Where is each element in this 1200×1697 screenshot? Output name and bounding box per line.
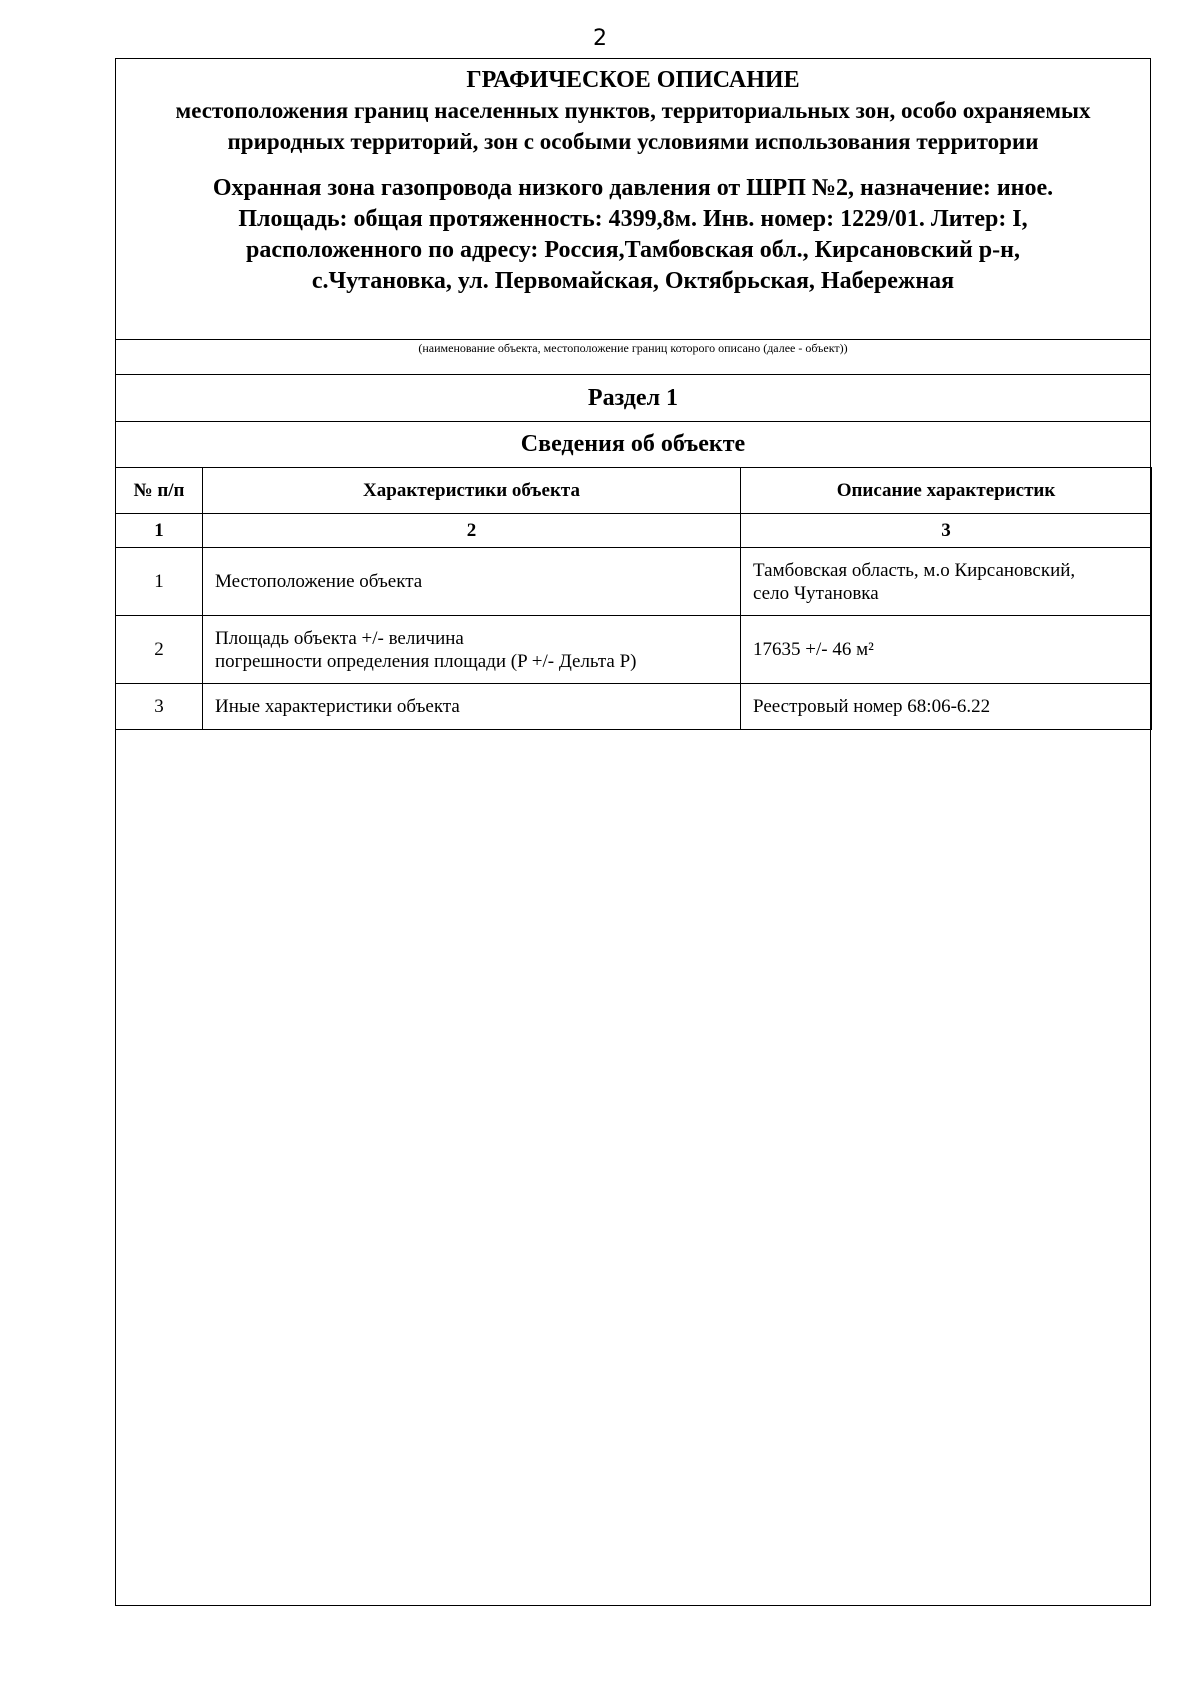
cell-line: Иные характеристики объекта: [215, 696, 460, 717]
cell-line: 17635 +/- 46 м²: [753, 639, 874, 660]
object-name-line: Охранная зона газопровода низкого давления от ШРП №2, назначение: иное.: [212, 175, 1054, 201]
column-number: 3: [741, 514, 1152, 548]
document-title: ГРАФИЧЕСКОЕ ОПИСАНИЕ: [466, 67, 800, 93]
row-description: [741, 616, 1152, 684]
column-number: 2: [203, 514, 741, 548]
row-characteristic: [203, 616, 741, 684]
table-row: [116, 616, 1152, 684]
section-subtitle: Сведения об объекте: [520, 431, 746, 457]
column-header-characteristic: Характеристики объекта: [203, 468, 741, 514]
column-header-number: № п/п: [116, 468, 203, 514]
row-description: [741, 684, 1152, 730]
column-header-description: Описание характеристик: [741, 468, 1152, 514]
cell-line: Местоположение объекта: [215, 571, 423, 592]
cell-line: село Чутановка: [753, 582, 879, 604]
object-name-line: расположенного по адресу: Россия,Тамбовская обл., Кирсановский р-н,: [246, 237, 1020, 263]
object-name-line: Площадь: общая протяженность: 4399,8м. Инв. номер: 1229/01. Литер: I,: [238, 206, 1028, 232]
table-header-row: [116, 468, 1152, 514]
cell-line: Тамбовская область, м.о Кирсановский,: [753, 559, 1076, 581]
cell-line: Площадь объекта +/- величина: [215, 627, 464, 649]
row-number: 1: [116, 548, 203, 616]
document-subtitle: местоположения границ населенных пунктов, территориальных зон, особо охраняемых природных территорий, зон с особыми условиями использования территории: [175, 98, 1091, 154]
row-characteristic: [203, 684, 741, 730]
page-number: 2: [593, 26, 607, 51]
object-caption: (наименование объекта, местоположение границ которого описано (далее - объект)): [418, 341, 848, 355]
cell-line: Реестровый номер 68:06-6.22: [753, 696, 991, 717]
object-name: [116, 173, 1150, 297]
object-name-line: с.Чутановка, ул. Первомайская, Октябрьская, Набережная: [311, 268, 955, 294]
document-header: [116, 59, 1150, 339]
document-frame: [115, 58, 1151, 1606]
row-number: 3: [116, 684, 203, 730]
row-characteristic: [203, 548, 741, 616]
table-row: [116, 548, 1152, 616]
table-row: [116, 684, 1152, 730]
section-title: Раздел 1: [587, 385, 679, 411]
column-number: 1: [116, 514, 203, 548]
column-numbers-row: [116, 514, 1152, 548]
divider: [116, 339, 1150, 340]
row-description: [741, 548, 1152, 616]
row-number: 2: [116, 616, 203, 684]
object-details-table: [115, 467, 1152, 730]
cell-line: погрешности определения площади (P +/- Дельта P): [215, 650, 637, 672]
